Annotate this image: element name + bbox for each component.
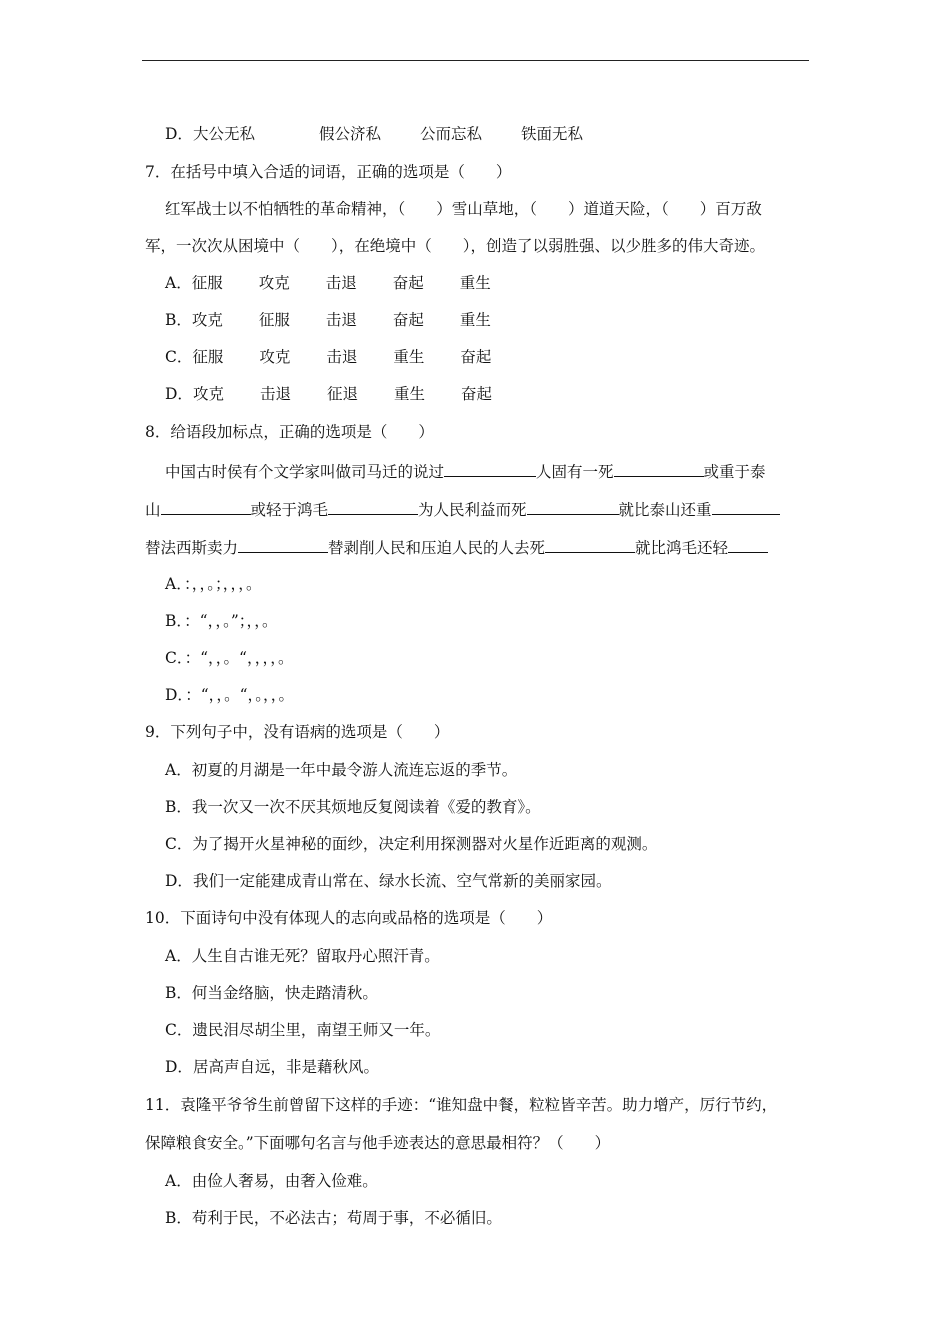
option-label: A．	[165, 274, 192, 292]
option-label: D．	[165, 385, 193, 403]
question-7-passage-line1: 红军战士以不怕牺牲的革命精神，（ ）雪山草地，（ ）道道天险，（ ）百万敌	[165, 200, 762, 218]
option-label: C．	[165, 1021, 193, 1039]
blank	[328, 498, 418, 515]
question-11-stem-line1: 11．袁隆平爷爷生前曾留下这样的手迹：“谁知盘中餐，粒粒皆辛苦。助力增产，厉行节约，	[145, 1096, 778, 1114]
option-item: 攻克	[259, 348, 291, 366]
option-label: B．	[165, 1209, 192, 1227]
q8-option-b[interactable]	[165, 611, 278, 631]
option-item: 击退	[326, 348, 358, 366]
passage-text: 就比泰山还重	[618, 501, 712, 519]
option-label: A．	[165, 947, 192, 965]
q8-option-c[interactable]	[165, 648, 293, 668]
header-rule	[142, 60, 809, 61]
option-text: 遗民泪尽胡尘里，南望王师又一年。	[192, 1021, 441, 1039]
option-text: ：，，。；，，，。	[183, 575, 262, 593]
option-text: 苟利于民，不必法古；苟周于事，不必循旧。	[191, 1209, 502, 1227]
option-item: 重生	[459, 311, 491, 329]
q9-option-c[interactable]	[165, 834, 657, 854]
option-text: 由俭人奢易，由奢入俭难。	[191, 1172, 378, 1190]
option-text: ：“，，。“，，，，。	[184, 649, 294, 667]
option-label: B．	[165, 311, 192, 329]
option-item: 征服	[191, 274, 223, 292]
question-8-passage-line3	[145, 536, 768, 558]
option-item: 铁面无私	[520, 125, 583, 143]
blank	[161, 498, 251, 515]
option-label: D．	[165, 125, 193, 143]
option-label: B．	[165, 798, 192, 816]
option-text: 初夏的月湖是一年中最令游人流连忘返的季节。	[191, 761, 518, 779]
option-label: B．	[165, 984, 192, 1002]
q9-option-b[interactable]	[165, 797, 541, 817]
passage-text: 替剥削人民和压迫人民的人去死	[328, 539, 546, 557]
q11-option-b[interactable]	[165, 1208, 502, 1228]
question-7-stem: 7．在括号中填入合适的词语，正确的选项是（ ）	[145, 163, 512, 181]
option-label: C．	[165, 348, 193, 366]
q7-option-a[interactable]	[165, 273, 512, 293]
passage-text: 或轻于鸿毛	[250, 501, 329, 519]
question-11-stem-line2: 保障粮食安全。”下面哪句名言与他手迹表达的意思最相符？（ ）	[145, 1134, 611, 1152]
option-label: A．	[165, 761, 192, 779]
blank	[238, 536, 328, 553]
option-label: C．	[165, 835, 193, 853]
passage-text: 为人民利益而死	[418, 501, 527, 519]
option-item: 击退	[325, 311, 357, 329]
option-item: 征服	[258, 311, 290, 329]
option-text: ：“，，。”；，，。	[184, 612, 278, 630]
option-item: 奋起	[460, 348, 492, 366]
passage-text: 人固有一死	[536, 463, 614, 481]
option-label: C．	[165, 649, 185, 667]
option-item: 击退	[259, 385, 291, 403]
option-text: 人生自古谁无死？留取丹心照汗青。	[191, 947, 440, 965]
blank	[545, 536, 635, 553]
q10-option-b[interactable]	[165, 983, 378, 1003]
option-item: 攻克	[258, 274, 290, 292]
q6-option-d[interactable]	[165, 124, 613, 144]
q8-option-d[interactable]	[165, 685, 294, 705]
passage-text: 替法西斯卖力	[145, 539, 239, 557]
option-item: 重生	[393, 385, 425, 403]
option-item: 攻克	[192, 385, 224, 403]
option-text: ：“，，。“，。，，。	[185, 686, 295, 704]
option-text: 我一次又一次不厌其烦地反复阅读着《爱的教育》。	[191, 798, 541, 816]
option-item: 奋起	[392, 274, 424, 292]
option-item: 奋起	[392, 311, 424, 329]
question-10-stem: 10．下面诗句中没有体现人的志向或品格的选项是（ ）	[145, 909, 553, 927]
question-8-stem: 8．给语段加标点，正确的选项是（ ）	[145, 423, 434, 441]
passage-text: 中国古时侯有个文学家叫做司马迁的说过	[165, 463, 445, 481]
question-8-passage-line2	[145, 498, 780, 520]
option-label: A．	[165, 1172, 192, 1190]
option-label: D．	[165, 686, 186, 704]
q10-option-a[interactable]	[165, 946, 440, 966]
option-text: 为了揭开火星神秘的面纱，决定利用探测器对火星作近距离的观测。	[192, 835, 658, 853]
passage-text: 就比鸿毛还轻	[635, 539, 729, 557]
q11-option-a[interactable]	[165, 1171, 378, 1191]
option-item: 假公济私	[318, 125, 381, 143]
blank	[444, 460, 536, 477]
question-9-stem: 9．下列句子中，没有语病的选项是（ ）	[145, 723, 450, 741]
q7-option-c[interactable]	[165, 347, 512, 367]
q9-option-a[interactable]	[165, 760, 517, 780]
question-7-passage-line2: 军，一次次从困境中（ ），在绝境中（ ），创造了以弱胜强、以少胜多的伟大奇迹。	[145, 237, 766, 255]
option-label: D．	[165, 872, 193, 890]
blank	[728, 536, 768, 553]
q9-option-d[interactable]	[165, 871, 611, 891]
option-item: 击退	[325, 274, 357, 292]
passage-text: 或重于泰	[703, 463, 766, 481]
option-text: 居高声自远，非是藉秋风。	[192, 1058, 379, 1076]
q7-option-d[interactable]	[165, 384, 513, 404]
blank	[614, 460, 704, 477]
option-item: 重生	[393, 348, 425, 366]
question-8-passage-line1	[165, 460, 766, 482]
q8-option-a[interactable]	[165, 574, 261, 594]
option-text: 我们一定能建成青山常在、绿水长流、空气常新的美丽家园。	[192, 872, 612, 890]
q10-option-d[interactable]	[165, 1057, 379, 1077]
option-item: 公而忘私	[419, 125, 482, 143]
option-item: 重生	[459, 274, 491, 292]
option-item: 奋起	[460, 385, 492, 403]
blank	[527, 498, 619, 515]
option-item: 攻克	[191, 311, 223, 329]
q7-option-b[interactable]	[165, 310, 512, 330]
option-text: 何当金络脑，快走踏清秋。	[191, 984, 378, 1002]
option-item: 征服	[192, 348, 224, 366]
option-label: B．	[165, 612, 185, 630]
option-label: A．	[165, 575, 184, 593]
q10-option-c[interactable]	[165, 1020, 440, 1040]
passage-text: 山	[145, 501, 161, 519]
option-item: 征退	[326, 385, 358, 403]
blank	[712, 498, 780, 515]
option-label: D．	[165, 1058, 193, 1076]
option-item: 大公无私	[192, 125, 255, 143]
